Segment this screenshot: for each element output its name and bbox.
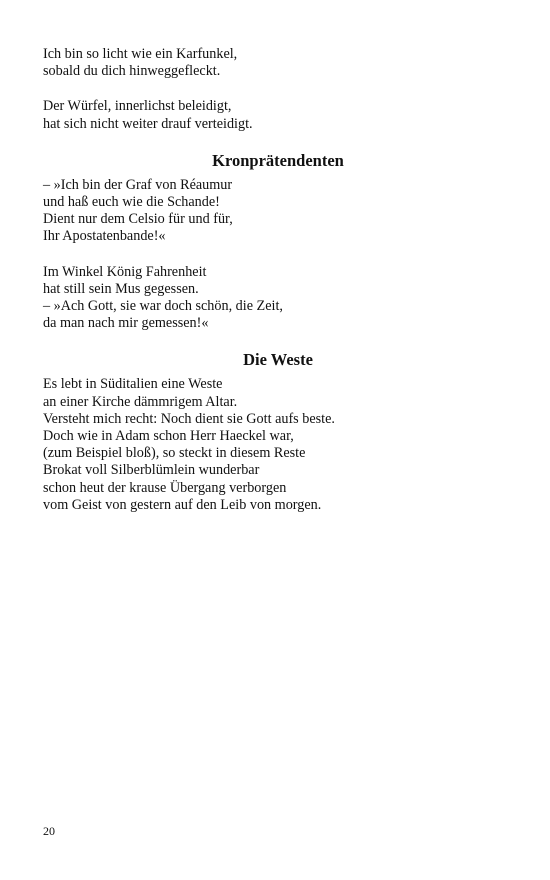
verse-line: da man nach mir gemessen!«	[43, 315, 209, 332]
page-number: 20	[43, 824, 55, 838]
verse-line: – »Ich bin der Graf von Réaumur	[43, 176, 233, 193]
verse-line: Der Würfel, innerlichst beleidigt,	[43, 98, 232, 115]
stanza	[43, 177, 513, 246]
poem-title: Die Weste	[243, 350, 313, 370]
verse-line: Es lebt in Süditalien eine Weste	[43, 376, 223, 393]
verse-line: an einer Kirche dämmrigem Altar.	[43, 393, 238, 410]
book-page	[43, 46, 513, 532]
verse-line: (zum Beispiel bloß), so steckt in diesem Reste	[43, 445, 306, 462]
verse-line: hat sich nicht weiter drauf verteidigt.	[43, 115, 253, 132]
verse-line: schon heut der krause Übergang verborgen	[43, 479, 287, 496]
stanza	[43, 264, 513, 333]
verse-line: Ich bin so licht wie ein Karfunkel,	[43, 46, 238, 62]
verse-line: Im Winkel König Fahrenheit	[43, 263, 207, 280]
stanza	[43, 98, 513, 132]
verse-line: sobald du dich hinweggefleckt.	[43, 63, 221, 80]
verse-line: hat still sein Mus gegessen.	[43, 280, 199, 297]
verse-line: vom Geist von gestern auf den Leib von morgen.	[43, 496, 322, 513]
stanza	[43, 46, 513, 80]
verse-line: Brokat voll Silberblümlein wunderbar	[43, 462, 260, 479]
verse-line: Dient nur dem Celsio für und für,	[43, 211, 233, 228]
verse-line: Doch wie in Adam schon Herr Haeckel war,	[43, 428, 294, 445]
verse-line: – »Ach Gott, sie war doch schön, die Zeit,	[43, 298, 283, 315]
poem-title: Kronprätendenten	[212, 150, 344, 170]
verse-line: Ihr Apostatenbande!«	[43, 228, 166, 245]
stanza	[43, 376, 513, 514]
verse-line: Versteht mich recht: Noch dient sie Gott aufs beste.	[43, 410, 335, 427]
verse-line: und haß euch wie die Schande!	[43, 194, 220, 211]
